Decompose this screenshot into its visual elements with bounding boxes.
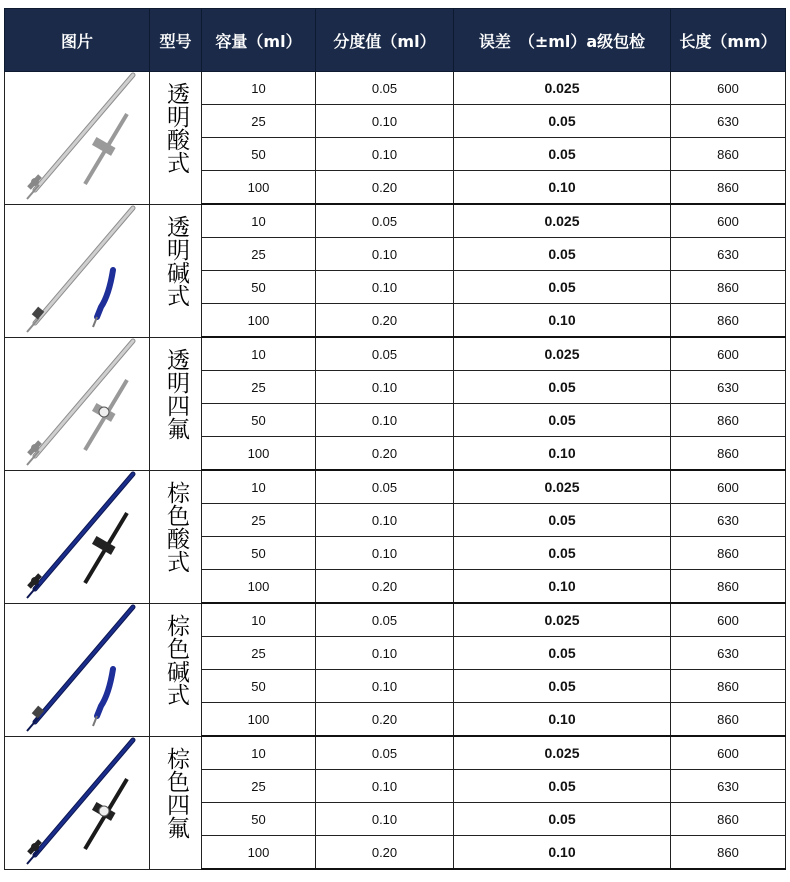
capacity-cell: 25: [202, 770, 316, 803]
division-cell: 0.05: [316, 337, 454, 371]
length-cell: 600: [671, 470, 786, 504]
capacity-cell: 10: [202, 204, 316, 238]
capacity-cell: 50: [202, 271, 316, 304]
tolerance-cell: 0.025: [454, 337, 671, 371]
tolerance-cell: 0.05: [454, 404, 671, 437]
tolerance-cell: 0.025: [454, 204, 671, 238]
length-cell: 630: [671, 371, 786, 404]
capacity-cell: 50: [202, 404, 316, 437]
length-cell: 860: [671, 271, 786, 304]
length-cell: 860: [671, 570, 786, 604]
length-cell: 630: [671, 637, 786, 670]
capacity-cell: 10: [202, 72, 316, 105]
tolerance-cell: 0.10: [454, 171, 671, 205]
division-cell: 0.10: [316, 637, 454, 670]
clear-ptfe-burette-icon: [5, 337, 150, 470]
capacity-cell: 25: [202, 371, 316, 404]
capacity-cell: 10: [202, 470, 316, 504]
tolerance-cell: 0.05: [454, 537, 671, 570]
header-capacity: 容量（ml）: [202, 9, 316, 72]
tolerance-cell: 0.025: [454, 736, 671, 770]
division-cell: 0.20: [316, 836, 454, 870]
tolerance-cell: 0.10: [454, 703, 671, 737]
division-cell: 0.20: [316, 437, 454, 471]
division-cell: 0.20: [316, 171, 454, 205]
length-cell: 860: [671, 703, 786, 737]
table-row: [5, 204, 786, 238]
tolerance-cell: 0.05: [454, 803, 671, 836]
capacity-cell: 25: [202, 105, 316, 138]
division-cell: 0.20: [316, 570, 454, 604]
header-division: 分度值（ml）: [316, 9, 454, 72]
division-cell: 0.10: [316, 371, 454, 404]
brown-acid-burette-icon: [5, 470, 150, 603]
division-cell: 0.10: [316, 670, 454, 703]
division-cell: 0.05: [316, 603, 454, 637]
capacity-cell: 100: [202, 437, 316, 471]
table-row: [5, 72, 786, 105]
tolerance-cell: 0.05: [454, 371, 671, 404]
brown-base-burette-icon: [5, 603, 150, 736]
model-label: 透明四氟: [163, 347, 189, 440]
header-length: 长度（mm）: [671, 9, 786, 72]
division-cell: 0.05: [316, 736, 454, 770]
table-row: [5, 603, 786, 637]
tolerance-cell: 0.10: [454, 437, 671, 471]
tolerance-cell: 0.10: [454, 836, 671, 870]
tolerance-cell: 0.05: [454, 670, 671, 703]
capacity-cell: 50: [202, 537, 316, 570]
length-cell: 600: [671, 72, 786, 105]
model-label: 棕色四氟: [163, 746, 189, 839]
length-cell: 600: [671, 603, 786, 637]
tolerance-cell: 0.05: [454, 105, 671, 138]
capacity-cell: 10: [202, 603, 316, 637]
header-tolerance: 误差 （±ml）a级包检: [454, 9, 671, 72]
length-cell: 860: [671, 404, 786, 437]
division-cell: 0.10: [316, 504, 454, 537]
tolerance-cell: 0.10: [454, 304, 671, 338]
model-name: [150, 603, 202, 736]
model-name: [150, 736, 202, 869]
capacity-cell: 50: [202, 803, 316, 836]
division-cell: 0.10: [316, 770, 454, 803]
division-cell: 0.20: [316, 304, 454, 338]
division-cell: 0.10: [316, 271, 454, 304]
capacity-cell: 50: [202, 138, 316, 171]
length-cell: 860: [671, 670, 786, 703]
length-cell: 860: [671, 537, 786, 570]
clear-base-burette-icon: [5, 204, 150, 337]
division-cell: 0.10: [316, 404, 454, 437]
tolerance-cell: 0.025: [454, 72, 671, 105]
length-cell: 630: [671, 105, 786, 138]
model-label: 棕色酸式: [163, 480, 189, 573]
table-body: [5, 72, 786, 870]
tolerance-cell: 0.05: [454, 770, 671, 803]
length-cell: 860: [671, 138, 786, 171]
capacity-cell: 10: [202, 736, 316, 770]
tolerance-cell: 0.05: [454, 238, 671, 271]
division-cell: 0.10: [316, 537, 454, 570]
capacity-cell: 100: [202, 836, 316, 870]
capacity-cell: 10: [202, 337, 316, 371]
length-cell: 630: [671, 770, 786, 803]
length-cell: 860: [671, 304, 786, 338]
division-cell: 0.05: [316, 470, 454, 504]
model-name: [150, 337, 202, 470]
clear-acid-burette-icon: [5, 72, 150, 205]
length-cell: 600: [671, 736, 786, 770]
header-row: [5, 9, 786, 72]
capacity-cell: 100: [202, 703, 316, 737]
table-row: [5, 337, 786, 371]
division-cell: 0.05: [316, 72, 454, 105]
length-cell: 860: [671, 803, 786, 836]
header-picture: 图片: [5, 9, 150, 72]
length-cell: 630: [671, 504, 786, 537]
tolerance-cell: 0.025: [454, 603, 671, 637]
capacity-cell: 50: [202, 670, 316, 703]
length-cell: 860: [671, 836, 786, 870]
table-row: [5, 470, 786, 504]
capacity-cell: 100: [202, 171, 316, 205]
capacity-cell: 25: [202, 637, 316, 670]
model-label: 透明碱式: [163, 214, 189, 307]
brown-ptfe-burette-icon: [5, 736, 150, 869]
length-cell: 860: [671, 171, 786, 205]
length-cell: 630: [671, 238, 786, 271]
tolerance-cell: 0.10: [454, 570, 671, 604]
division-cell: 0.10: [316, 138, 454, 171]
capacity-cell: 25: [202, 504, 316, 537]
burette-spec-table: [4, 8, 786, 870]
division-cell: 0.10: [316, 803, 454, 836]
burette-spec-table-wrapper: [4, 8, 785, 870]
division-cell: 0.20: [316, 703, 454, 737]
model-name: [150, 72, 202, 205]
capacity-cell: 100: [202, 304, 316, 338]
model-label: 棕色碱式: [163, 613, 189, 706]
length-cell: 860: [671, 437, 786, 471]
tolerance-cell: 0.05: [454, 504, 671, 537]
model-label: 透明酸式: [163, 82, 189, 174]
tolerance-cell: 0.05: [454, 138, 671, 171]
table-row: [5, 736, 786, 770]
capacity-cell: 100: [202, 570, 316, 604]
division-cell: 0.05: [316, 204, 454, 238]
length-cell: 600: [671, 337, 786, 371]
model-name: [150, 470, 202, 603]
division-cell: 0.10: [316, 238, 454, 271]
length-cell: 600: [671, 204, 786, 238]
division-cell: 0.10: [316, 105, 454, 138]
capacity-cell: 25: [202, 238, 316, 271]
tolerance-cell: 0.05: [454, 271, 671, 304]
tolerance-cell: 0.025: [454, 470, 671, 504]
model-name: [150, 204, 202, 337]
tolerance-cell: 0.05: [454, 637, 671, 670]
header-model: 型号: [150, 9, 202, 72]
